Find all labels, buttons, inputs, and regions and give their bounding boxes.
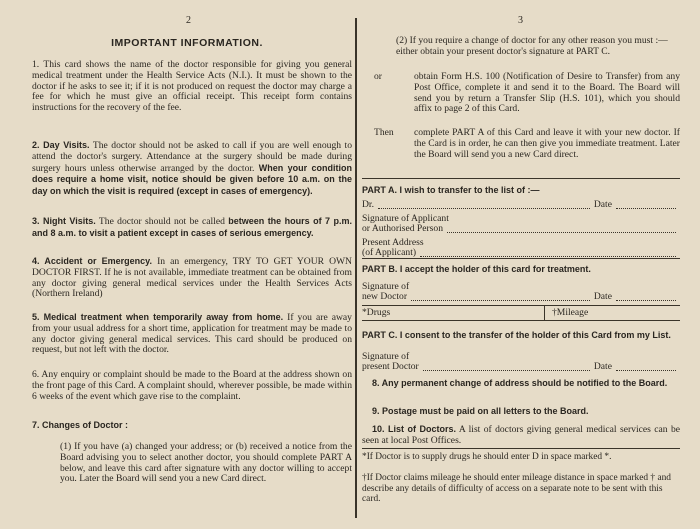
paragraph-6-complaints: [32, 370, 352, 402]
page-number-3: 3: [518, 15, 523, 26]
new-doctor-signature-line: [362, 292, 680, 303]
night-visits-title: 3. Night Visits.: [32, 216, 96, 226]
paragraph-1-text: 1. This card shows the name of the doctor responsible for giving you general medical treatment under the Health Service Acts (N.I.). It must be shown to the doctor if he asks to see it; if it is not produced on request the doctor may charge a fee for which he must give an official receipt. This receipt form contains instructions for the recovery of the fee.: [32, 59, 352, 114]
paragraph-2-text: [32, 140, 352, 198]
part-a-doctor-line: [362, 200, 680, 211]
paragraph-8-address-change: 8. Any permanent change of address should be notified to the Board.: [372, 378, 668, 388]
paragraph-10-text: [362, 424, 680, 447]
night-visits-hours: between the hours of 7 p.m. and 8 a.m. to visit a patient except in cases of serious emergency.: [32, 216, 352, 238]
subclause-2-then-body: complete PART A of this Card and leave it with your new doctor. If the Card is in order, he can then give you immediate treatment. Later the Board will send you a new Card direct.: [414, 127, 680, 160]
rule-below-drugs: [362, 320, 680, 321]
subclause-2-then-text: [414, 128, 680, 160]
list-of-doctors-title: 10. List of Doctors.: [372, 424, 456, 434]
day-visits-notice: When your condition does require a home visit, notice should be given before 10 a.m. on the day on which the visit is required (except in cases of emergency).: [32, 162, 352, 197]
part-c-heading: PART C. I consent to the transfer of the holder of this Card from my List.: [362, 330, 671, 340]
present-doctor-signature-label-1: Signature of: [362, 351, 410, 362]
new-doctor-signature-field[interactable]: [411, 299, 590, 301]
change-doctor-subclause-1: [60, 442, 352, 485]
applicant-signature-label-2: or Authorised Person: [362, 223, 444, 234]
present-address-field[interactable]: [420, 255, 676, 257]
paragraph-10-list-of-doctors: [362, 424, 680, 447]
part-b-heading: PART B. I accept the holder of this card for treatment.: [362, 264, 591, 274]
rule-above-drugs: [362, 305, 680, 306]
present-address-label-2: (of Applicant): [362, 247, 417, 258]
subclause-2-then-label: Then: [374, 127, 394, 138]
paragraph-5-text: [32, 312, 352, 356]
complaints-text: 6. Any enquiry or complaint should be made to the Board at the address shown on the front page of this Card. A complaint should, wherever possible, be made within 6 weeks of the event which gave rise to the complaint.: [32, 369, 352, 402]
present-address-label-1: Present Address: [362, 237, 424, 248]
rule-above-part-b: [362, 258, 680, 259]
page-fold-divider: [355, 18, 357, 518]
part-b-date-label: Date: [593, 291, 612, 302]
new-doctor-signature-label-2: new Doctor: [362, 291, 408, 302]
footnote-drugs: *If Doctor is to supply drugs he should enter D in space marked *.: [362, 452, 612, 462]
page-2: [22, 0, 352, 529]
emergency-body: In an emergency, TRY TO GET YOUR OWN DOCTOR FIRST. If he is not available, immediate treatment can be obtained from any doctor giving general medical services under the Health Services Acts (Northern Ireland): [32, 256, 352, 300]
part-c-date-field[interactable]: [616, 369, 676, 371]
footnote-mileage: †If Doctor claims mileage he should enter mileage distance in space marked † and describe any details of difficulty of access on a separate note to be sent with this card.: [362, 473, 671, 505]
change-doctor-subclause-2: [396, 36, 680, 58]
mileage-box-label: †Mileage: [552, 307, 589, 318]
applicant-signature-field[interactable]: [447, 231, 676, 233]
day-visits-body: The doctor should not be asked to call if you are well enough to attend the doctor's surgery. Attendance at the surgery should be made during surgery hours unless otherwise arranged by the doctor.: [32, 140, 352, 174]
subclause-2-or-body: obtain Form H.S. 100 (Notification of Desire to Transfer) from any Post Office, complete it and send it to the Board. The Board will send you by return a Transfer Slip (H.S. 101), which you should affix to page 2 of this Card.: [414, 71, 680, 115]
paragraph-1: [32, 60, 352, 114]
part-a-date-label: Date: [593, 199, 612, 210]
paragraph-7-change-doctor: [32, 420, 352, 431]
paragraph-3-night-visits: [32, 216, 352, 240]
present-doctor-signature-line: [362, 362, 680, 373]
applicant-signature-line: [362, 224, 680, 235]
new-doctor-signature-label-1: Signature of: [362, 281, 410, 292]
rule-above-footnotes: [362, 448, 680, 449]
paragraph-4-emergency: [32, 256, 352, 300]
paragraph-4-text: [32, 256, 352, 300]
part-a-date-field[interactable]: [616, 207, 676, 209]
changes-of-doctor-title: 7. Changes of Doctor :: [32, 420, 129, 430]
present-doctor-signature-label-2: present Doctor: [362, 361, 419, 372]
subclause-2-either: either obtain your present doctor's signature at PART C.: [396, 45, 611, 57]
drugs-mileage-divider: [544, 306, 545, 320]
dr-label: Dr.: [362, 199, 374, 210]
then-label-wrap: [374, 127, 432, 139]
emergency-title: 4. Accident or Emergency.: [32, 256, 153, 266]
page-number-2: 2: [186, 15, 191, 26]
list-of-doctors-body: A list of doctors giving general medical services can be seen at local Post Offices.: [362, 424, 681, 446]
applicant-signature-label-1: Signature of Applicant: [362, 213, 449, 224]
part-b-date-field[interactable]: [616, 299, 676, 301]
rule-above-part-a: [362, 178, 680, 179]
or-label-wrap: [374, 71, 420, 83]
day-visits-title: 2. Day Visits.: [32, 140, 90, 150]
night-visits-body: The doctor should not be called: [98, 216, 225, 227]
part-c-date-label: Date: [593, 361, 612, 372]
change-doctor-subclause-1-text: (1) If you have (a) changed your address; or (b) received a notice from the Board advising you to select another doctor, you should complete PART A below, and leave this card after signature with any doctor willing to accept you. Later the Board will send you a new Card direct.: [60, 441, 352, 485]
page-3: [362, 0, 680, 529]
drugs-box-label: *Drugs: [362, 307, 391, 318]
paragraph-3-text: [32, 216, 352, 240]
subclause-2-or-label: or: [374, 71, 382, 82]
away-from-home-title: 5. Medical treatment when temporarily away from home.: [32, 312, 284, 322]
subclause-2-or-text: [414, 72, 680, 115]
important-information-heading: IMPORTANT INFORMATION.: [111, 37, 263, 49]
paragraph-2-day-visits: [32, 140, 352, 198]
present-doctor-signature-field[interactable]: [423, 369, 590, 371]
subclause-2-intro: (2) If you require a change of doctor for any other reason you must :—: [396, 35, 668, 46]
paragraph-9-postage: 9. Postage must be paid on all letters to the Board.: [372, 406, 589, 416]
away-from-home-body: If you are away from your usual address for a short time, application for treatment may be made to any doctor giving general medical services. This card should be produced on request, but not left with the doctor.: [32, 312, 352, 356]
dr-name-field[interactable]: [378, 207, 590, 209]
part-a-heading: PART A. I wish to transfer to the list of :—: [362, 185, 540, 195]
paragraph-5-away-from-home: [32, 312, 352, 356]
